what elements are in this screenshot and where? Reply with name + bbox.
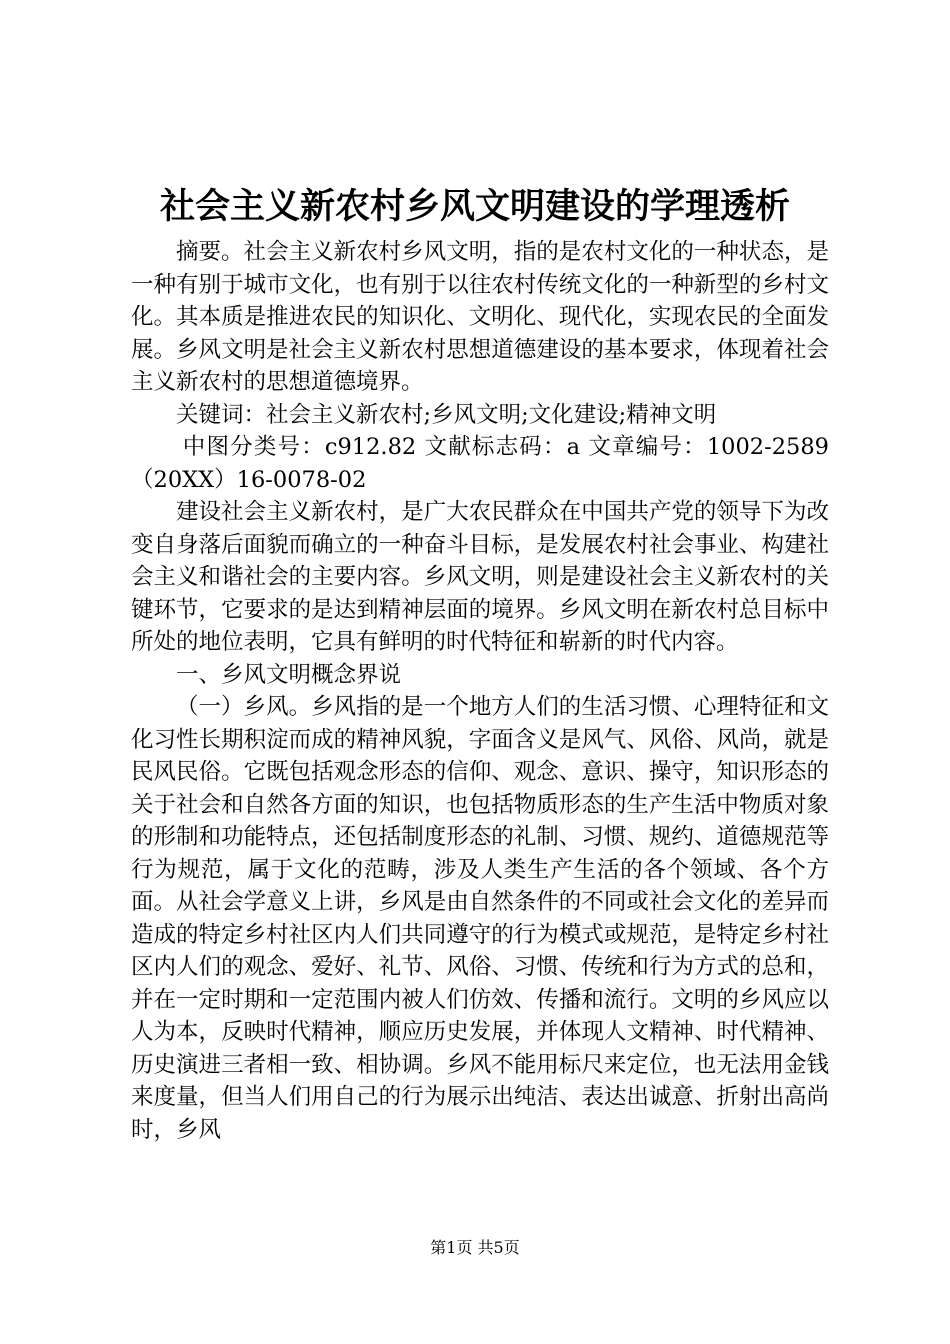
document-title: 社会主义新农村乡风文明建设的学理透析 bbox=[159, 186, 790, 227]
classification-paragraph: 中图分类号：c912.82 文献标志码：a 文章编号：1002-2589（20XX）16-0078-02 bbox=[131, 434, 829, 493]
document-body bbox=[131, 236, 829, 1146]
intro-paragraph: 建设社会主义新农村，是广大农民群众在中国共产党的领导下为改变自身落后面貌而确立的一种奋斗目标，是发展农村社会事业、构建社会主义和谐社会的主要内容。乡风文明，则是建设社会主义新农村的关键环节，它要求的是达到精神层面的境界。乡风文明在新农村总目标中所处的地位表明，它具有鲜明的时代特征和崭新的时代内容。 bbox=[131, 499, 829, 655]
body-paragraph: （一）乡风。乡风指的是一个地方人们的生活习惯、心理特征和文化习性长期积淀而成的精神风貌，字面含义是风气、风俗、风尚，就是民风民俗。它既包括观念形态的信仰、观念、意识、操守，知识形态的关于社会和自然各方面的知识，也包括物质形态的生产生活中物质对象的形制和功能特点，还包括制度形态的礼制、习惯、规约、道德规范等行为规范，属于文化的范畴，涉及人类生产生活的各个领域、各个方面。从社会学意义上讲，乡风是由自然条件的不同或社会文化的差异而造成的特定乡村社区内人们共同遵守的行为模式或规范，是特定乡村社区内人们的观念、爱好、礼节、风俗、习惯、传统和行为方式的总和，并在一定时期和一定范围内被人们仿效、传播和流行。文明的乡风应以人为本，反映时代精神，顺应历史发展，并体现人文精神、时代精神、历史演进三者相一致、相协调。乡风不能用标尺来定位，也无法用金钱来度量，但当人们用自己的行为展示出纯洁、表达出诚意、折射出高尚时，乡风 bbox=[131, 694, 829, 1143]
page-footer: 第1页 共5页 bbox=[430, 1238, 520, 1257]
abstract-paragraph: 摘要。社会主义新农村乡风文明，指的是农村文化的一种状态，是一种有别于城市文化，也有别于以往农村传统文化的一种新型的乡村文化。其本质是推进农民的知识化、文明化、现代化，实现农民的全面发展。乡风文明是社会主义新农村思想道德建设的基本要求，体现着社会主义新农村的思想道德境界。 bbox=[131, 239, 829, 395]
section-heading: 一、乡风文明概念界说 bbox=[176, 661, 402, 688]
keywords-paragraph: 关键词：社会主义新农村;乡风文明;文化建设;精神文明 bbox=[176, 401, 717, 428]
